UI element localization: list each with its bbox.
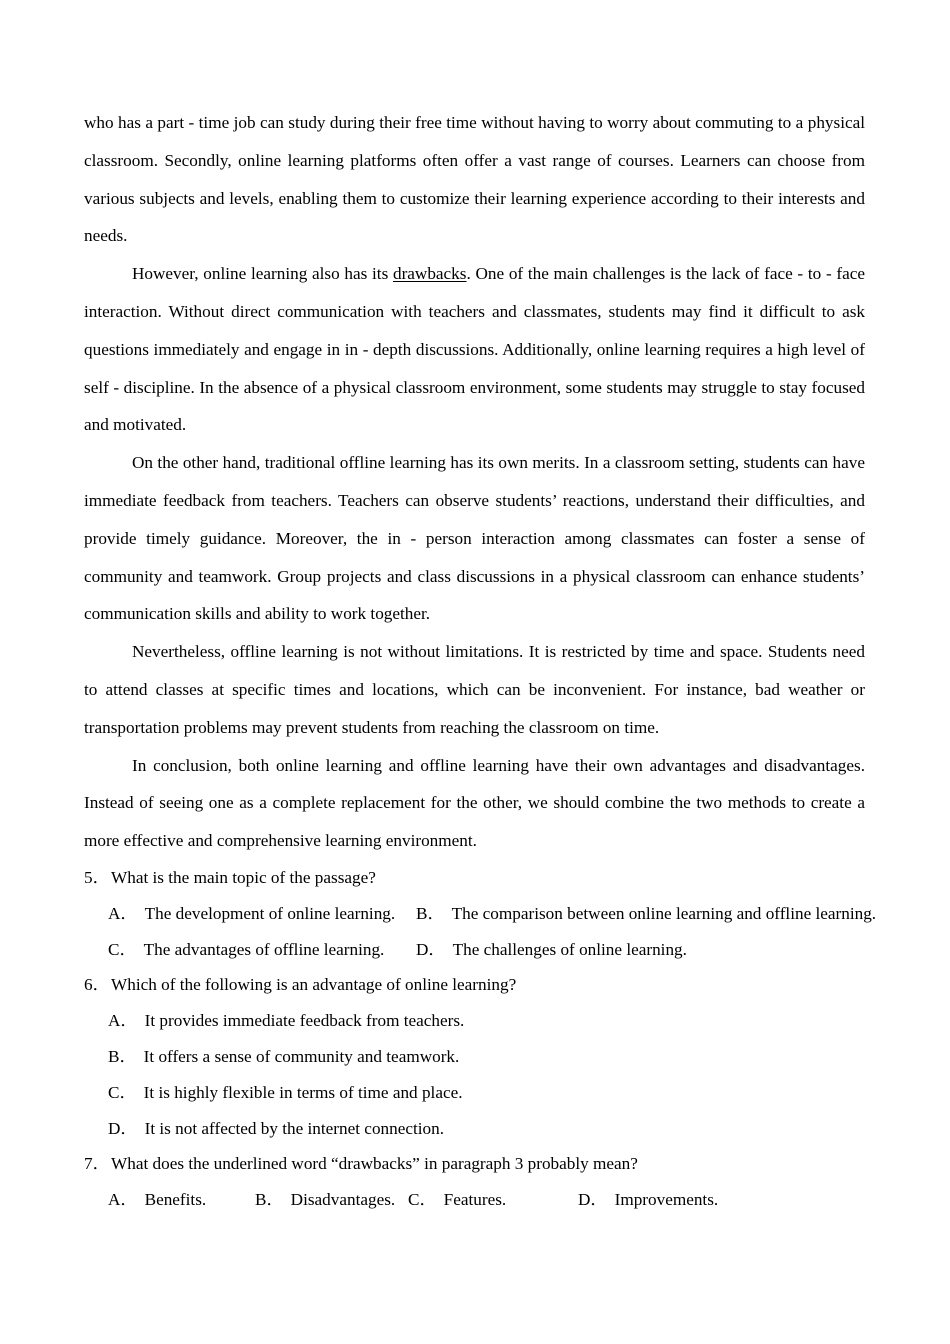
question-block-6	[84, 967, 865, 1146]
option-text-c: The advantages of offline learning.	[143, 939, 385, 959]
option-label-b: B．	[416, 903, 445, 923]
option-text-b: The comparison between online learning and offline learning.	[451, 903, 877, 923]
question-7-stem	[84, 1146, 865, 1182]
question-5-option-c[interactable]	[108, 932, 384, 968]
option-text-d: Improvements.	[614, 1190, 719, 1210]
question-7-option-d[interactable]	[578, 1182, 718, 1218]
question-5-option-d[interactable]	[416, 932, 687, 968]
question-5-option-row-1	[84, 896, 877, 932]
question-6-option-c[interactable]	[108, 1075, 463, 1111]
question-7-option-b[interactable]	[255, 1182, 395, 1218]
question-block-5	[84, 860, 877, 967]
question-7-text: What does the underlined word “drawbacks” in paragraph 3 probably mean?	[111, 1154, 638, 1174]
option-text-c: It is highly flexible in terms of time and place.	[143, 1082, 463, 1102]
body-paragraph-1: who has a part - time job can study during their free time without having to worry about commuting to a physical classroom. Secondly, online learning platforms often offer a vast range of courses. Learners can choose from various subjects and levels, enabling them to customize their learning experience according to their interests and needs.	[84, 113, 865, 246]
question-7-number: 7．	[84, 1154, 110, 1174]
question-5-number: 5．	[84, 867, 110, 887]
option-label-d: D．	[416, 939, 446, 959]
body-paragraph-2	[84, 255, 865, 444]
option-label-c: C．	[408, 1190, 437, 1210]
question-6-text: Which of the following is an advantage of online learning?	[111, 975, 517, 995]
question-7-option-row-1	[84, 1182, 865, 1218]
option-label-a: A．	[108, 903, 138, 923]
option-label-c: C．	[108, 939, 137, 959]
option-text-d: The challenges of online learning.	[452, 939, 687, 959]
question-5-option-a[interactable]	[108, 896, 395, 932]
option-label-c: C．	[108, 1082, 137, 1102]
question-6-option-row-3	[84, 1075, 865, 1111]
option-text-a: The development of online learning.	[144, 903, 396, 923]
option-text-c: Features.	[443, 1190, 507, 1210]
option-label-d: D．	[578, 1190, 608, 1210]
body-paragraph-4: Nevertheless, offline learning is not without limitations. It is restricted by time and space. Students need to attend classes at specific times and locations, which can be inconvenient. For instance, bad weather or transportation problems may prevent students from reaching the classroom on time.	[84, 642, 865, 737]
question-6-number: 6．	[84, 975, 110, 995]
question-6-option-d[interactable]	[108, 1111, 444, 1147]
underlined-word-drawbacks: drawbacks	[392, 264, 467, 284]
option-label-a: A．	[108, 1011, 138, 1031]
option-text-a: Benefits.	[144, 1190, 207, 1210]
question-6-option-row-1	[84, 1003, 865, 1039]
question-6-option-row-4	[84, 1111, 865, 1147]
option-label-a: A．	[108, 1190, 138, 1210]
question-5-stem	[84, 860, 865, 896]
paragraph-2-lead-text: However, online learning also has its	[132, 264, 393, 284]
question-6-option-row-2	[84, 1039, 865, 1075]
question-6-option-a[interactable]	[108, 1003, 464, 1039]
body-paragraph-5: In conclusion, both online learning and offline learning have their own advantages and disadvantages. Instead of seeing one as a complete replacement for the other, we should combine the two methods to create a more effective and comprehensive learning environment.	[84, 755, 865, 851]
option-text-b: It offers a sense of community and teamwork.	[143, 1046, 460, 1066]
question-7-option-a[interactable]	[108, 1182, 206, 1218]
question-block-7	[84, 1146, 865, 1218]
question-6-option-b[interactable]	[108, 1039, 459, 1075]
page-content	[84, 104, 877, 1218]
question-6-stem	[84, 967, 865, 1003]
question-5-option-row-2	[84, 932, 865, 968]
option-label-d: D．	[108, 1118, 138, 1138]
question-5-text: What is the main topic of the passage?	[111, 867, 376, 887]
option-text-a: It provides immediate feedback from teachers.	[144, 1011, 465, 1031]
question-5-option-b[interactable]	[416, 896, 876, 932]
option-label-b: B．	[255, 1190, 284, 1210]
option-label-b: B．	[108, 1046, 137, 1066]
paragraph-2-rest-text: . One of the main challenges is the lack of face - to - face interaction. Without direct communication with teachers and classmates, students may find it difficult to ask questions immediately and engage in in - depth discussions. Additionally, online learning requires a high level of self - discipline. In the absence of a physical classroom environment, some students may struggle to stay focused and motivated.	[84, 264, 865, 435]
option-text-d: It is not affected by the internet connection.	[144, 1118, 445, 1138]
question-7-option-c[interactable]	[408, 1182, 506, 1218]
body-paragraph-3: On the other hand, traditional offline learning has its own merits. In a classroom setting, students can have immediate feedback from teachers. Teachers can observe students’ reactions, understand their difficulties, and provide timely guidance. Moreover, the in - person interaction among classmates can foster a sense of community and teamwork. Group projects and class discussions in a physical classroom can enhance students’ communication skills and ability to work together.	[84, 453, 865, 624]
option-text-b: Disadvantages.	[290, 1190, 396, 1210]
